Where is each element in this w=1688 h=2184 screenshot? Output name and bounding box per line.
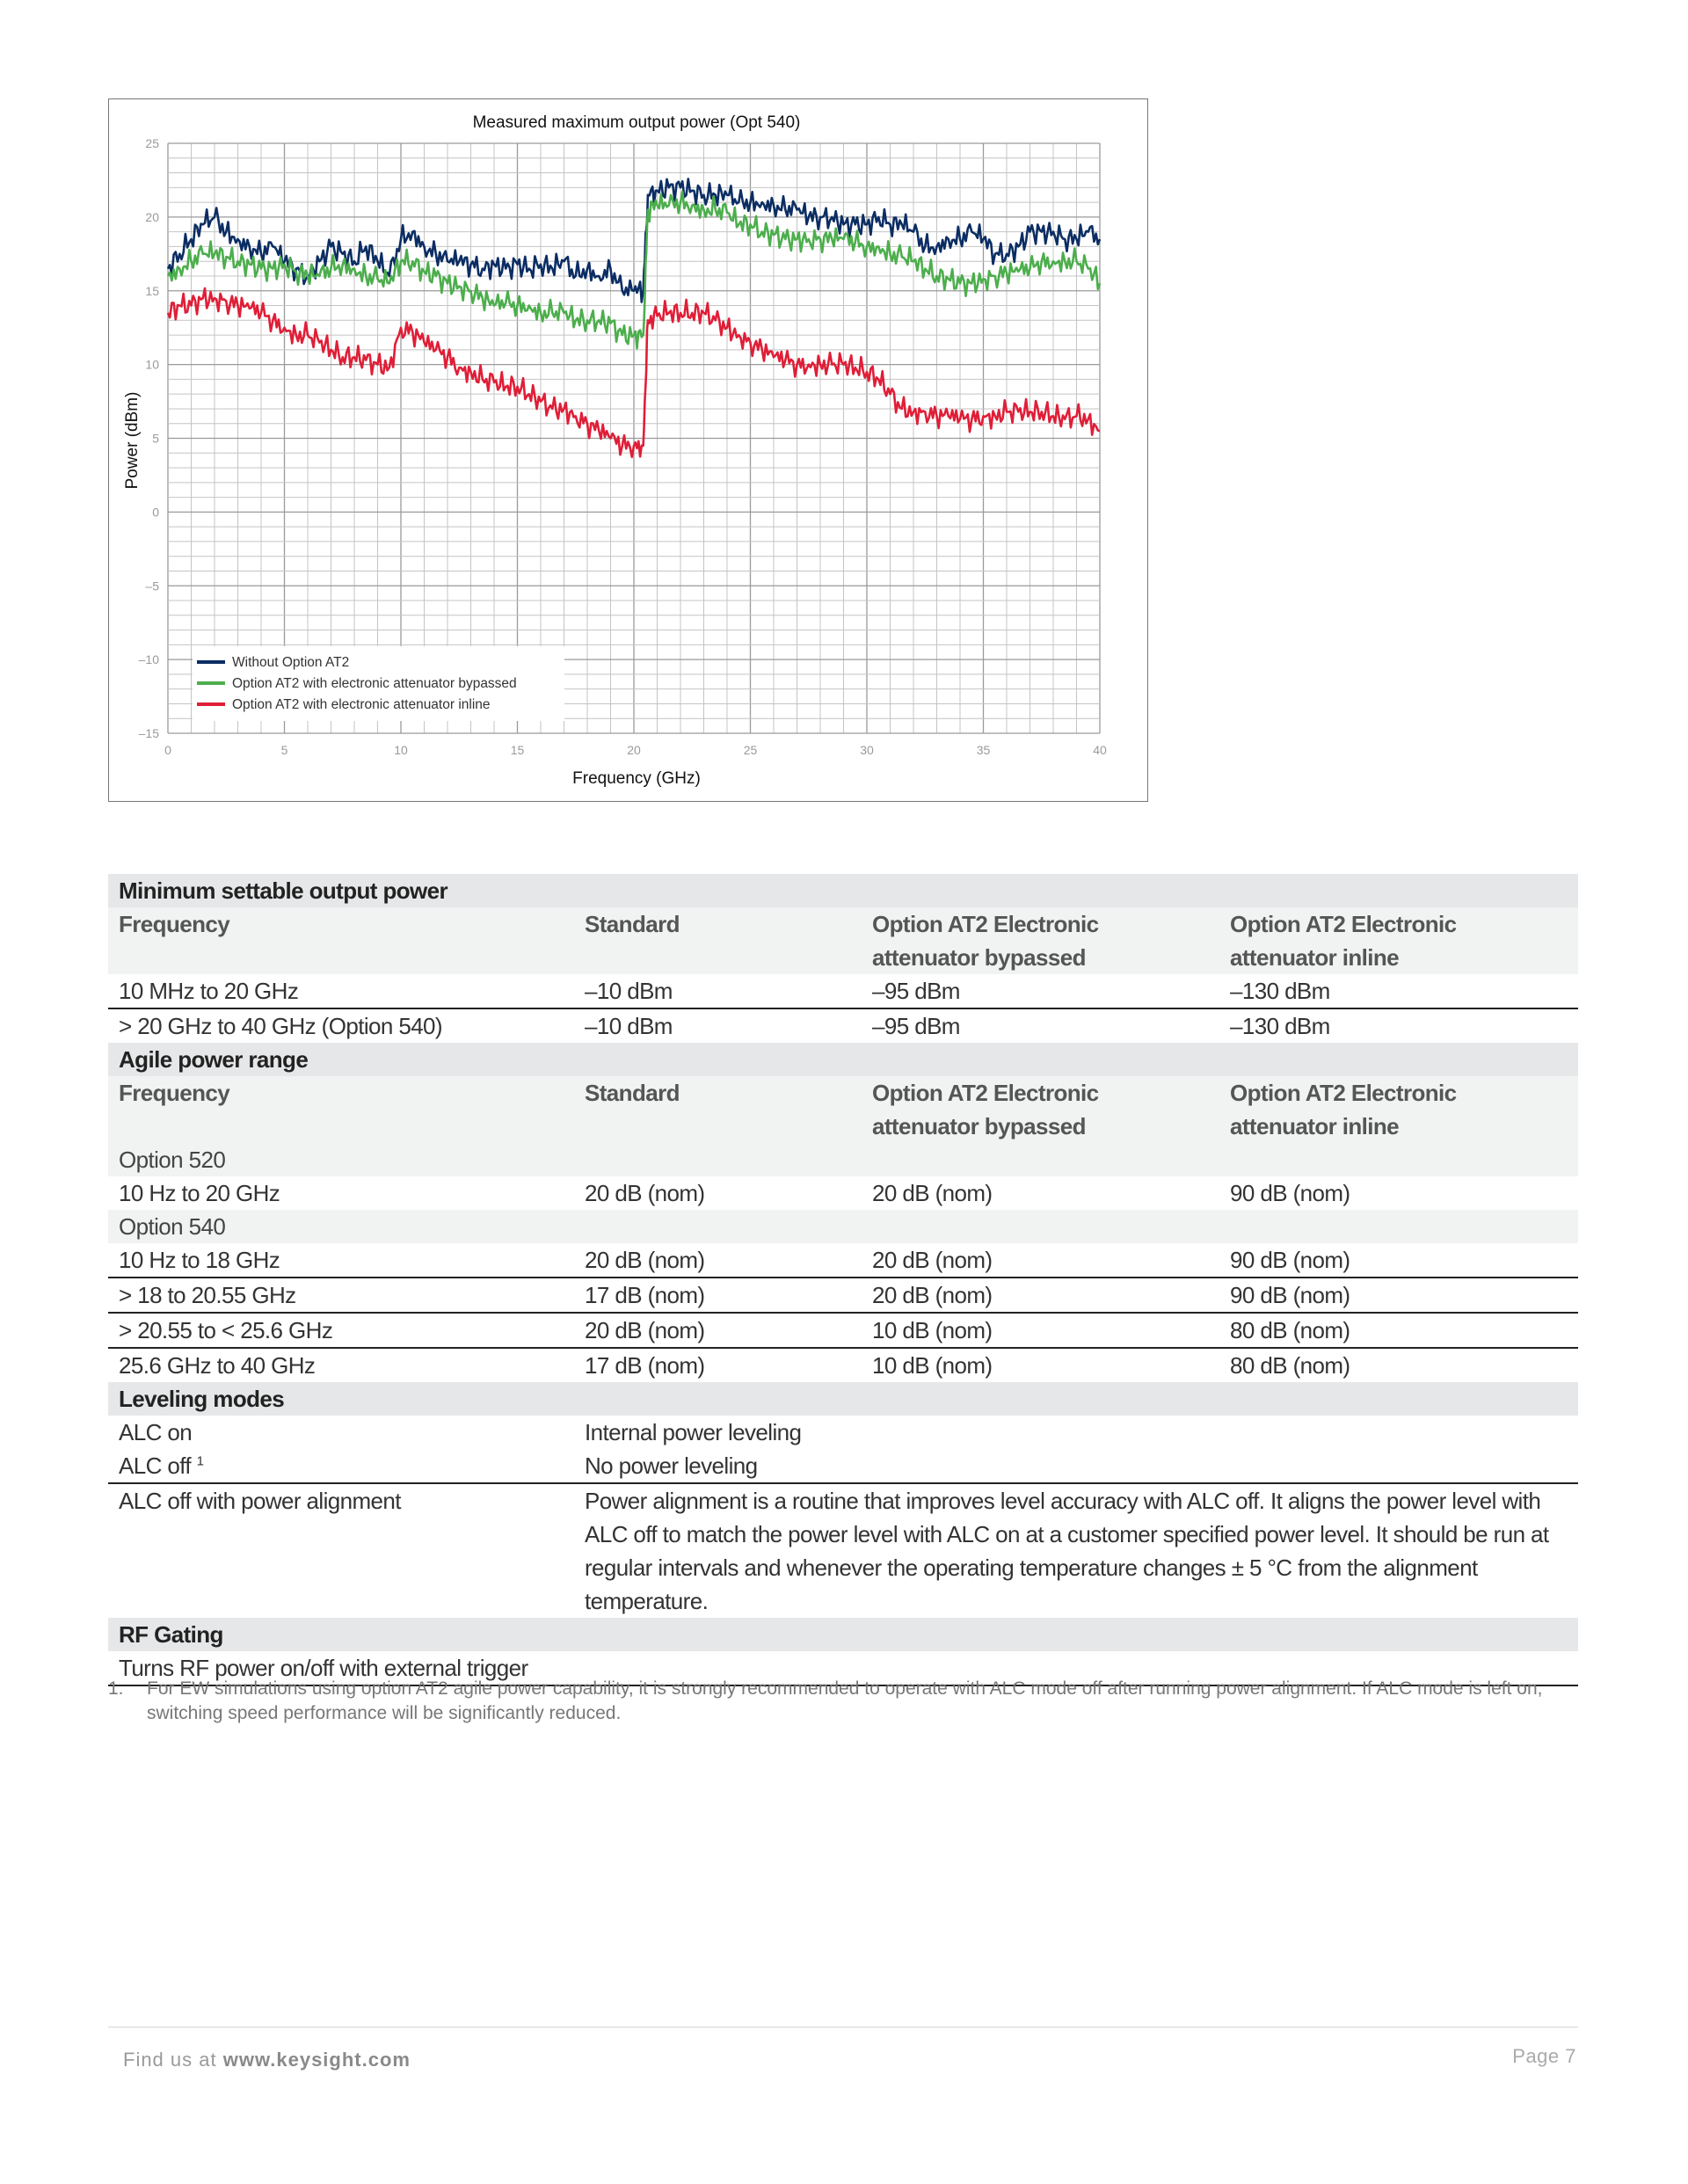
chart-svg [109,99,1149,803]
y-tick-label: –10 [138,652,159,667]
y-tick-label: 0 [152,505,159,520]
table-row [108,1008,1578,1043]
footer-find-prefix: Find us at [123,2049,217,2071]
y-tick-label: 25 [145,136,159,150]
spec-table [108,874,1578,1686]
cell-bypassed: 20 dB (nom) [862,1243,1219,1278]
table-row [108,1483,1578,1618]
col-header-standard: Standard [574,1076,862,1143]
col-header-frequency: Frequency [108,1076,574,1143]
col-header-bypassed: Option AT2 Electronic attenuator bypassed [862,1076,1219,1143]
cell-standard: –10 dBm [574,974,862,1008]
cell-frequency: 25.6 GHz to 40 GHz [119,1352,316,1379]
cell-bypassed: 20 dB (nom) [872,1180,993,1206]
x-tick-label: 30 [860,743,874,757]
cell-mode: ALC off with power alignment [119,1488,401,1514]
subgroup-row-option-520 [108,1143,1578,1176]
cell-inline: –130 dBm [1219,974,1578,1008]
cell-inline: 90 dB (nom) [1219,1243,1578,1278]
y-tick-label: 15 [145,283,159,298]
cell-inline: 90 dB (nom) [1230,1180,1350,1206]
x-tick-label: 20 [627,743,641,757]
x-axis-label: Frequency (GHz) [572,769,701,788]
y-tick-label: 5 [152,431,159,446]
subgroup-row-option-540 [108,1210,1578,1243]
legend-label-inline: Option AT2 with electronic attenuator inline [232,697,491,712]
cell-standard: 17 dB (nom) [574,1278,862,1313]
subgroup-label-option-540: Option 540 [108,1210,1578,1243]
cell-inline: –130 dBm [1230,1013,1330,1039]
y-tick-labels [139,136,160,740]
cell-inline: 80 dB (nom) [1219,1313,1578,1348]
chart-legend [193,646,564,721]
table-row [108,1313,1578,1348]
alc-off-label: ALC off [119,1452,192,1479]
y-axis-label: Power (dBm) [123,391,142,490]
cell-standard: 20 dB (nom) [574,1243,862,1278]
x-tick-label: 0 [164,743,171,757]
table-row [108,1348,1578,1382]
cell-frequency: > 20.55 to < 25.6 GHz [108,1313,574,1348]
y-tick-label: 20 [145,209,159,224]
y-tick-label: –15 [138,726,159,740]
cell-frequency: > 18 to 20.55 GHz [108,1278,574,1313]
cell-description: No power leveling [574,1449,1578,1483]
cell-frequency: > 20 GHz to 40 GHz (Option 540) [119,1013,442,1039]
cell-standard: –10 dBm [585,1013,673,1039]
table-row [108,1243,1578,1278]
header-row-agile [108,1076,1578,1143]
cell-bypassed: 10 dB (nom) [872,1352,993,1379]
table-row [108,1449,1578,1483]
cell-description: Internal power leveling [585,1419,802,1445]
col-header-inline: Option AT2 Electronic attenuator inline [1219,907,1578,974]
section-title-leveling: Leveling modes [108,1382,1578,1416]
section-title-rf-gating: RF Gating [108,1618,1578,1651]
x-tick-label: 10 [394,743,408,757]
section-row-agile [108,1043,1578,1076]
cell-frequency: 10 MHz to 20 GHz [108,974,574,1008]
section-title-min-power: Minimum settable output power [108,874,1578,907]
footer-url-link[interactable]: www.keysight.com [222,2049,411,2071]
col-header-bypassed: Option AT2 Electronic attenuator bypassed [862,907,1219,974]
section-row-leveling [108,1382,1578,1416]
legend-label-bypassed: Option AT2 with electronic attenuator bypassed [232,676,517,691]
x-tick-label: 35 [976,743,991,757]
cell-bypassed: –95 dBm [862,974,1219,1008]
cell-inline: 90 dB (nom) [1219,1278,1578,1313]
footer-find-us [123,2049,411,2071]
cell-mode: ALC on [119,1419,193,1445]
table-row [108,1176,1578,1210]
col-header-frequency: Frequency [108,907,574,974]
x-tick-label: 15 [510,743,525,757]
cell-inline: 80 dB (nom) [1230,1352,1350,1379]
cell-standard: 17 dB (nom) [585,1352,705,1379]
x-tick-labels [164,743,1107,757]
cell-description: Turns RF power on/off with external trigger [108,1651,1578,1685]
footnote-number: 1. [108,1678,124,1699]
chart-title: Measured maximum output power (Opt 540) [472,113,801,132]
subgroup-label-option-520: Option 520 [108,1143,1578,1176]
cell-bypassed: 10 dB (nom) [862,1313,1219,1348]
table-row [108,974,1578,1008]
cell-frequency: 10 Hz to 20 GHz [119,1180,280,1206]
table-row [108,1278,1578,1313]
cell-bypassed: 20 dB (nom) [862,1278,1219,1313]
y-tick-label: 10 [145,357,159,372]
table-row [108,1416,1578,1449]
x-tick-label: 40 [1093,743,1107,757]
footnote [108,1677,1578,1726]
section-title-agile: Agile power range [108,1043,1578,1076]
col-header-standard: Standard [574,907,862,974]
cell-description: Power alignment is a routine that improves level accuracy with ALC off. It aligns the power level with ALC off to match the power level with ALC on at a customer specified power level. It should be run at regular intervals and whenever the operating temperature changes ± 5 °C from the alignment temperature. [585,1488,1549,1614]
page-number: Page 7 [1512,2045,1576,2067]
x-tick-label: 5 [280,743,288,757]
section-row-min-power [108,874,1578,907]
cell-standard: 20 dB (nom) [585,1180,705,1206]
footnote-text: For EW simulations using option AT2 agile power capability, it is strongly recommended to operate with ALC mode off after running power alignment. If ALC mode is left on, switching speed performance will be significantly reduced. [147,1678,1543,1723]
section-row-rf-gating [108,1618,1578,1651]
cell-standard: 20 dB (nom) [574,1313,862,1348]
x-tick-label: 25 [743,743,758,757]
cell-mode [108,1449,574,1483]
footnote-ref: 1 [196,1453,204,1469]
cell-frequency: 10 Hz to 18 GHz [108,1243,574,1278]
output-power-chart [108,98,1148,802]
cell-bypassed: –95 dBm [872,1013,960,1039]
y-tick-label: –5 [145,579,159,593]
col-header-inline: Option AT2 Electronic attenuator inline [1219,1076,1578,1143]
legend-label-without-at2: Without Option AT2 [232,655,350,670]
header-row-min-power [108,907,1578,974]
